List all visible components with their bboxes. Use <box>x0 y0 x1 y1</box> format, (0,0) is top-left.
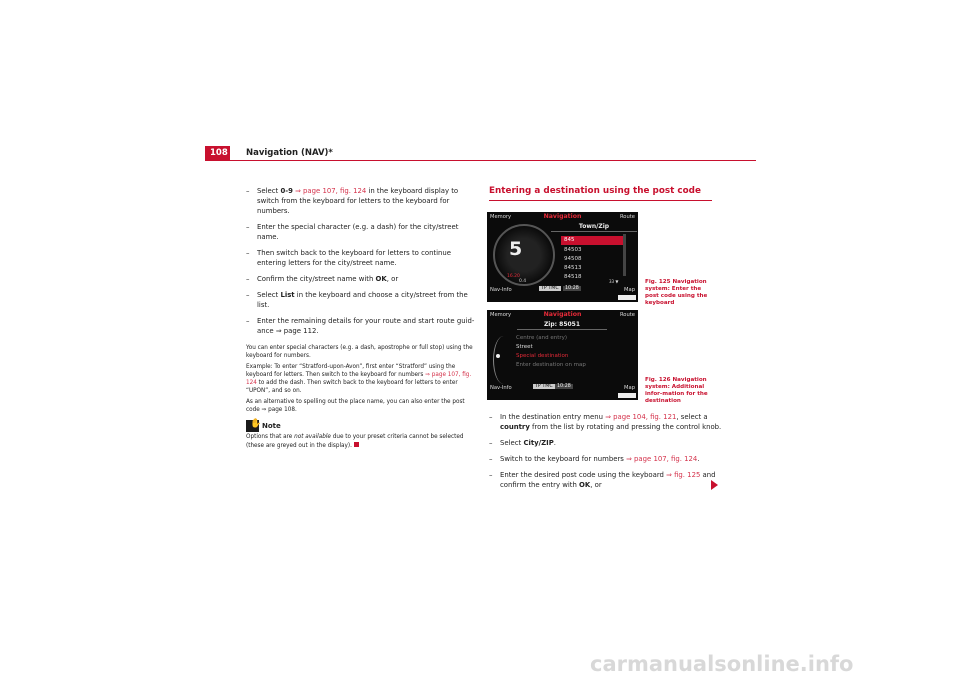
step-numbers-keyboard: – Switch to the keyboard for numbers ⇒ page 107, fig. 124. <box>489 455 700 463</box>
list-counter: 33 ▼ <box>609 279 619 284</box>
route-label: Route <box>619 214 635 220</box>
note-text: Options that are not available due to your preset criteria cannot be selected (these are greyed out in the display). <box>246 434 464 449</box>
section-rule <box>489 200 712 201</box>
route-label: Route <box>619 312 635 318</box>
selector-dot-icon <box>496 354 500 358</box>
tp-tmc-badge: TP TMC <box>541 286 559 291</box>
right-column <box>489 186 754 196</box>
zip-header: Zip: 85051 <box>517 321 607 330</box>
zip-list-item[interactable]: 84503 <box>564 247 582 253</box>
image-code-badge <box>618 393 636 398</box>
map-label: Map <box>624 385 635 391</box>
map-label: Map <box>624 287 635 293</box>
memory-label: Memory <box>490 312 512 318</box>
alternative-paragraph: As an alternative to spelling out the place name, you can also enter the post code ⇒ page 108. <box>246 398 465 414</box>
zip-list-item[interactable]: 94508 <box>564 256 582 262</box>
note-block <box>246 420 476 450</box>
tp-tmc-badge: TP TMC <box>535 384 553 389</box>
step-5: – Select List in the keyboard and choose a city/street from the list. <box>246 291 468 309</box>
page-number: 108 <box>210 148 228 158</box>
step-2: – Enter the special character (e.g. a dash) for the city/street name. <box>246 223 459 241</box>
navigation-title: Navigation <box>543 213 582 220</box>
step-enter-postcode: – Enter the desired post code using the keyboard ⇒ fig. 125 and confirm the entry with OK, or <box>489 471 716 489</box>
note-hand-icon: ✋ <box>246 420 259 432</box>
step-3: – Then switch back to the keyboard for letters to continue entering letters for the city/street name. <box>246 249 452 267</box>
note-label: Note <box>262 422 281 431</box>
cross-reference-link[interactable]: ⇒ fig. 125 <box>666 471 701 479</box>
info-paragraph: You can enter special characters (e.g. a dash, apostrophe or full stop) using the keyboard for numbers. <box>246 345 473 360</box>
step-country: – In the destination entry menu ⇒ page 104, fig. 121, select a country from the list by rotating and pressing the control knob. <box>489 413 722 431</box>
step-city-zip: – Select City/ZIP. <box>489 439 556 447</box>
gauge-number: 5 <box>509 238 523 260</box>
step-1: – Select 0-9 ⇒ page 107, fig. 124 in the keyboard display to switch from the keyboard for letters to the keyboard for numbers. <box>246 187 459 215</box>
list-scrollbar[interactable] <box>623 234 626 276</box>
zip-list-item[interactable]: 84518 <box>564 274 582 280</box>
nav-info-label: Nav-Info <box>490 287 512 293</box>
nav-info-label: Nav-Info <box>490 385 512 391</box>
memory-label: Memory <box>490 214 512 220</box>
watermark: carmanualsonline.info <box>590 652 854 676</box>
figure-caption-125: Fig. 125 Navigation system: Enter the post code using the keyboard <box>645 279 708 306</box>
end-marker-icon <box>354 442 359 447</box>
figure-caption-126: Fig. 126 Navigation system: Additional infor-mation for the destination <box>645 377 708 404</box>
left-column <box>246 186 476 452</box>
step-4: – Confirm the city/street name with OK, or <box>246 275 399 283</box>
distance-readout: 0.4 <box>519 279 527 284</box>
zip-list-item[interactable]: 84513 <box>564 265 582 271</box>
navigation-title: Navigation <box>543 311 582 318</box>
clock: 10:28 <box>565 286 579 291</box>
speed-gauge-icon <box>493 224 555 286</box>
gauge-red-readout: 16.20 <box>507 274 520 279</box>
cross-reference-link[interactable]: ⇒ page 107, fig. 124 <box>626 455 698 463</box>
menu-item-destination-on-map[interactable]: Enter destination on map <box>516 362 586 368</box>
menu-item-street[interactable]: Street <box>516 344 533 350</box>
page-title: Navigation (NAV)* <box>246 148 333 158</box>
menu-item-centre[interactable]: Centre (and entry) <box>516 335 568 341</box>
nav-screen-destination <box>487 310 638 400</box>
continue-arrow-icon <box>711 480 718 490</box>
selector-arc <box>493 336 514 384</box>
clock: 10:28 <box>557 384 571 389</box>
header-rule <box>205 160 756 161</box>
section-title: Entering a destination using the post code <box>489 186 701 196</box>
list-header: Town/Zip <box>551 223 637 232</box>
cross-reference-link[interactable]: ⇒ page 107, fig. 124 <box>292 187 367 195</box>
cross-reference-link[interactable]: ⇒ page 104, fig. 121 <box>605 413 677 421</box>
cross-reference-link[interactable]: ⇒ page 107, fig. 124 <box>246 371 472 387</box>
image-code-badge <box>618 295 636 300</box>
example-paragraph: Example: To enter “Stratford-upon-Avon”, first enter “Stratford” using the keyboard for letters. Then switch to the keyboard for numbers ⇒ page 107, fig. 124 to add the dash. Then switch back to the keyboard for letters to enter “UPON”, and so on. <box>246 363 472 395</box>
nav-screen-postcode <box>487 212 638 302</box>
right-steps <box>489 412 725 496</box>
menu-item-special-destination[interactable]: Special destination <box>516 353 569 359</box>
zip-input-selected[interactable]: 845 <box>561 236 624 245</box>
step-6: – Enter the remaining details for your route and start route guid-ance ⇒ page 112. <box>246 317 475 335</box>
